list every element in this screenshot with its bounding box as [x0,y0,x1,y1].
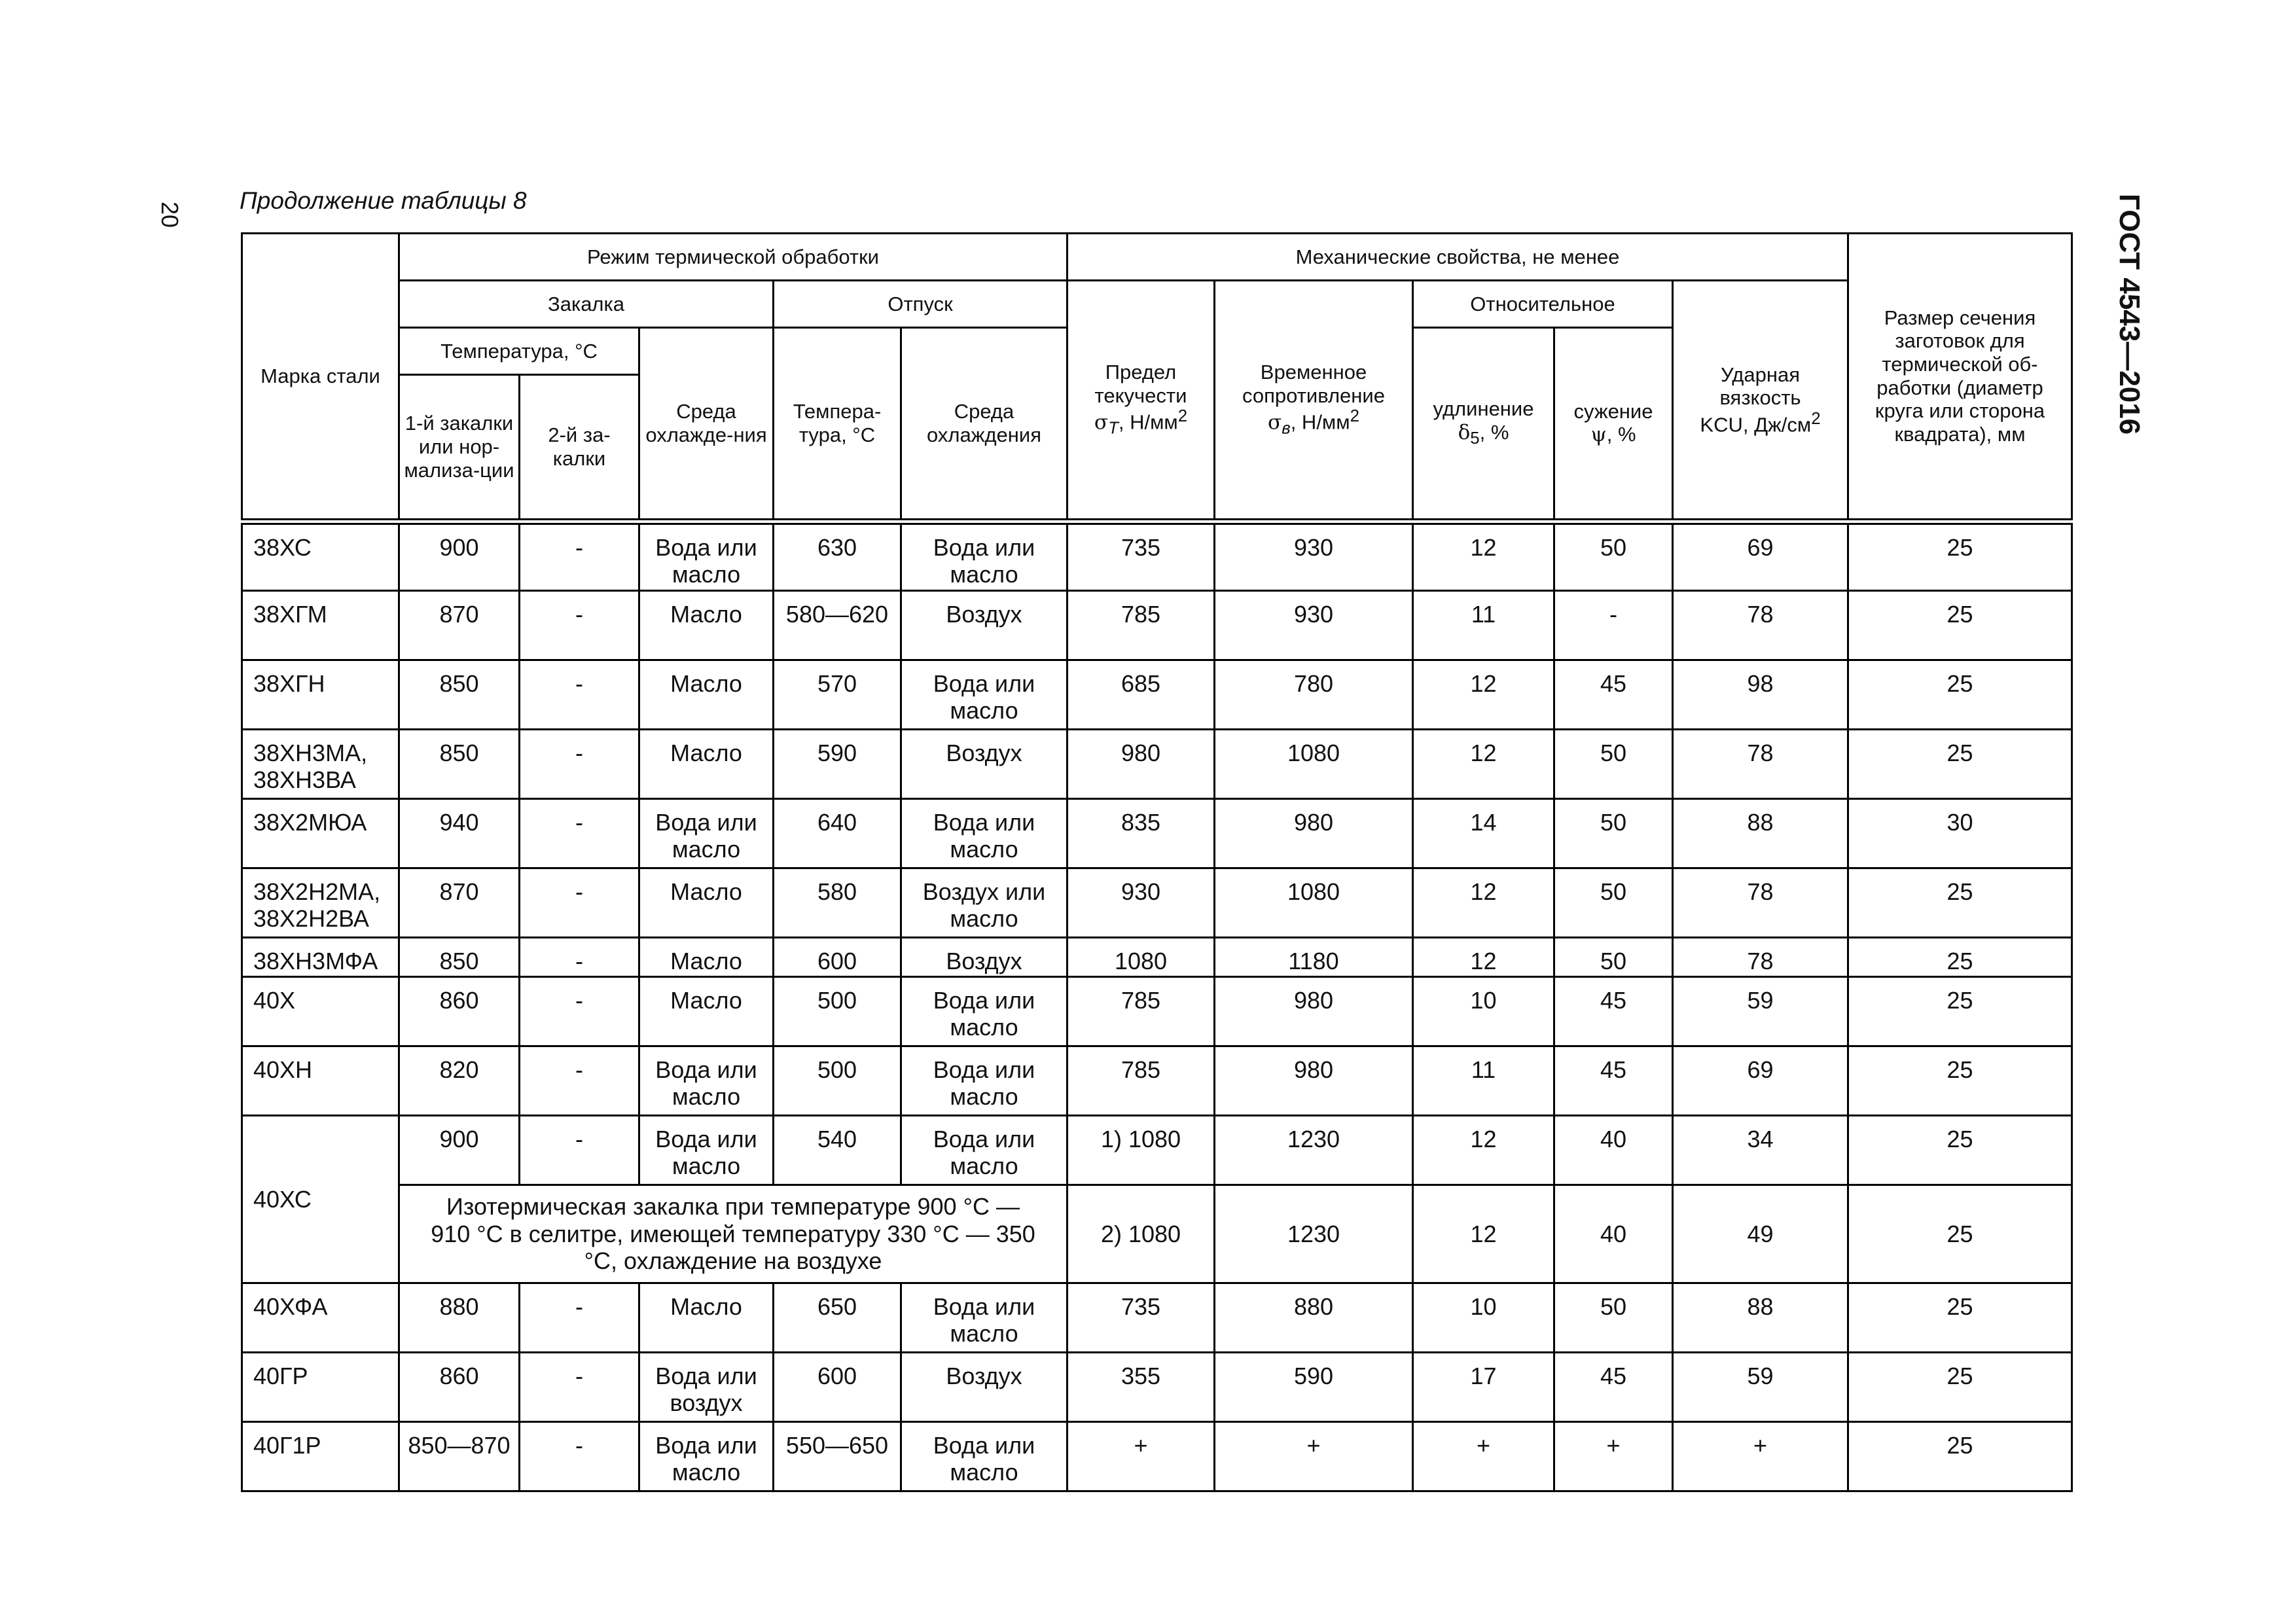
table-body [242,522,2072,1491]
sigma-symbol: σ [1094,410,1109,435]
cell-quench-medium: Масло [639,660,774,730]
unit-superscript: 2 [1811,409,1821,428]
page-number: 20 [156,202,183,228]
header-reduction [1554,328,1673,522]
cell-elongation: 11 [1413,1046,1554,1116]
cell-grade: 38ХГН [242,660,399,730]
cell-first-quench-temp: 870 [399,868,520,938]
cell-temper-medium: Воздух или масло [901,868,1067,938]
cell-tensile-strength: 590 [1215,1353,1413,1422]
cell-second-quench-temp: - [520,1422,639,1491]
cell-quench-medium: Вода или масло [639,522,774,591]
cell-second-quench-temp: - [520,522,639,591]
cell-temper-medium: Воздух [901,730,1067,799]
cell-temper-medium: Воздух [901,591,1067,660]
header-mechanical: Механические свойства, не менее [1067,234,1848,281]
cell-reduction: 50 [1554,1283,1673,1353]
cell-quench-medium: Вода или масло [639,1046,774,1116]
cell-quench-medium: Масло [639,938,774,977]
cell-temper-temp: 500 [774,1046,901,1116]
header-reduction-label: сужение [1573,399,1653,423]
cell-reduction: 40 [1554,1185,1673,1283]
cell-quench-medium: Масло [639,977,774,1046]
header-elongation [1413,328,1554,522]
cell-yield-strength: 735 [1067,522,1215,591]
cell-grade: 38ХН3МФА [242,938,399,977]
cell-tensile-strength: 880 [1215,1283,1413,1353]
document-title: ГОСТ 4543—2016 [2113,194,2145,435]
cell-reduction: 45 [1554,1046,1673,1116]
cell-second-quench-temp: - [520,938,639,977]
cell-elongation: 12 [1413,730,1554,799]
cell-tensile-strength: 1080 [1215,868,1413,938]
cell-impact-toughness: 78 [1673,938,1848,977]
table-row [242,522,2072,591]
cell-section-size: 25 [1848,1116,2072,1185]
cell-elongation: 12 [1413,1185,1554,1283]
cell-isothermal-note: Изотермическая закалка при температуре 900 °С — 910 °С в селитре, имеющей температуру 330 °С — 350 °С, охлаждение на воздухе [399,1185,1067,1283]
header-temperature: Температура, °С [399,328,639,375]
cell-tensile-strength: 930 [1215,522,1413,591]
cell-temper-temp: 640 [774,799,901,868]
cell-temper-temp: 580—620 [774,591,901,660]
cell-first-quench-temp: 850 [399,730,520,799]
cell-yield-strength: 2) 1080 [1067,1185,1215,1283]
cell-section-size: 25 [1848,1353,2072,1422]
cell-elongation: 12 [1413,1116,1554,1185]
table-row [242,1422,2072,1491]
cell-section-size: 30 [1848,799,2072,868]
unit-superscript: 2 [1350,407,1359,426]
cell-temper-medium: Вода или масло [901,977,1067,1046]
cell-section-size: 25 [1848,730,2072,799]
cell-reduction: 50 [1554,522,1673,591]
header-elongation-unit: , % [1479,421,1509,444]
cell-tensile-strength: + [1215,1422,1413,1491]
cell-impact-toughness: 78 [1673,591,1848,660]
cell-reduction: 50 [1554,799,1673,868]
cell-second-quench-temp: - [520,868,639,938]
cell-temper-temp: 550—650 [774,1422,901,1491]
cell-first-quench-temp: 940 [399,799,520,868]
header-elongation-label: удлинение [1433,397,1534,421]
sigma-symbol: σ [1268,410,1282,435]
cell-temper-temp: 600 [774,938,901,977]
cell-second-quench-temp: - [520,1116,639,1185]
cell-yield-strength: 1) 1080 [1067,1116,1215,1185]
cell-temper-medium: Вода или масло [901,1422,1067,1491]
cell-quench-medium: Масло [639,591,774,660]
header-temper-medium: Среда охлаждения [901,328,1067,522]
header-yield-unit: , Н/мм [1118,410,1178,434]
cell-second-quench-temp: - [520,977,639,1046]
cell-temper-temp: 500 [774,977,901,1046]
cell-section-size: 25 [1848,522,2072,591]
cell-yield-strength: 685 [1067,660,1215,730]
cell-yield-strength: 785 [1067,591,1215,660]
cell-quench-medium: Масло [639,730,774,799]
cell-temper-medium: Вода или масло [901,1283,1067,1353]
cell-tensile-strength: 980 [1215,799,1413,868]
cell-quench-medium: Масло [639,868,774,938]
cell-quench-medium: Масло [639,1283,774,1353]
table-row [242,868,2072,938]
cell-first-quench-temp: 820 [399,1046,520,1116]
cell-temper-medium: Вода или масло [901,1116,1067,1185]
header-impact-unit: KCU, Дж/см [1700,413,1812,437]
cell-tensile-strength: 1180 [1215,938,1413,977]
cell-first-quench-temp: 860 [399,1353,520,1422]
cell-impact-toughness: 78 [1673,868,1848,938]
cell-yield-strength: 785 [1067,977,1215,1046]
cell-temper-temp: 630 [774,522,901,591]
cell-impact-toughness: + [1673,1422,1848,1491]
cell-tensile-strength: 980 [1215,977,1413,1046]
cell-yield-strength: 980 [1067,730,1215,799]
header-reduction-unit: , % [1606,423,1636,446]
table-row [242,1185,2072,1283]
cell-elongation: + [1413,1422,1554,1491]
cell-tensile-strength: 1230 [1215,1116,1413,1185]
cell-first-quench-temp: 880 [399,1283,520,1353]
cell-tensile-strength: 1230 [1215,1185,1413,1283]
cell-second-quench-temp: - [520,1353,639,1422]
header-temper-temp: Темпера-тура, °С [774,328,901,522]
cell-tensile-strength: 930 [1215,591,1413,660]
cell-first-quench-temp: 850 [399,938,520,977]
cell-grade: 38ХС [242,522,399,591]
header-impact [1673,281,1848,522]
cell-elongation: 11 [1413,591,1554,660]
cell-impact-toughness: 49 [1673,1185,1848,1283]
cell-first-quench-temp: 850 [399,660,520,730]
psi-symbol: ψ [1590,423,1607,447]
header-tensile-unit: , Н/мм [1290,410,1350,434]
header-grade: Марка стали [242,234,399,522]
cell-grade: 40ГР [242,1353,399,1422]
cell-second-quench-temp: - [520,730,639,799]
cell-temper-temp: 650 [774,1283,901,1353]
cell-grade: 38ХГМ [242,591,399,660]
cell-second-quench-temp: - [520,591,639,660]
cell-elongation: 10 [1413,1283,1554,1353]
cell-second-quench-temp: - [520,799,639,868]
cell-grade: 38ХН3МА, 38ХН3ВА [242,730,399,799]
cell-elongation: 12 [1413,660,1554,730]
cell-impact-toughness: 78 [1673,730,1848,799]
cell-elongation: 14 [1413,799,1554,868]
cell-reduction: - [1554,591,1673,660]
table-row [242,1116,2072,1185]
table-row [242,1283,2072,1353]
table-row [242,977,2072,1046]
cell-quench-medium: Вода или масло [639,1116,774,1185]
cell-section-size: 25 [1848,1283,2072,1353]
cell-grade: 40Г1Р [242,1422,399,1491]
cell-elongation: 10 [1413,977,1554,1046]
cell-section-size: 25 [1848,591,2072,660]
cell-first-quench-temp: 900 [399,1116,520,1185]
cell-temper-medium: Воздух [901,1353,1067,1422]
properties-table [241,232,2073,1492]
cell-first-quench-temp: 900 [399,522,520,591]
cell-tensile-strength: 980 [1215,1046,1413,1116]
cell-impact-toughness: 98 [1673,660,1848,730]
cell-elongation: 12 [1413,868,1554,938]
cell-grade: 38Х2МЮА [242,799,399,868]
cell-grade: 40ХН [242,1046,399,1116]
cell-temper-temp: 570 [774,660,901,730]
header-second-quench: 2-й за-калки [520,375,639,522]
cell-tensile-strength: 780 [1215,660,1413,730]
header-first-quench: 1-й закалки или нор-мализа-ции [399,375,520,522]
table-header [242,234,2072,522]
cell-elongation: 12 [1413,522,1554,591]
cell-grade: 40ХФА [242,1283,399,1353]
cell-yield-strength: 1080 [1067,938,1215,977]
header-yield-label: Предел текучести [1094,361,1187,407]
cell-impact-toughness: 69 [1673,522,1848,591]
cell-reduction: + [1554,1422,1673,1491]
cell-first-quench-temp: 850—870 [399,1422,520,1491]
cell-first-quench-temp: 870 [399,591,520,660]
cell-elongation: 17 [1413,1353,1554,1422]
cell-tensile-strength: 1080 [1215,730,1413,799]
header-impact-label: Ударная вязкость [1719,363,1801,410]
cell-section-size: 25 [1848,977,2072,1046]
cell-temper-medium: Вода или масло [901,522,1067,591]
cell-reduction: 50 [1554,938,1673,977]
cell-section-size: 25 [1848,1185,2072,1283]
yield-subscript: T [1108,419,1119,438]
cell-temper-medium: Вода или масло [901,799,1067,868]
cell-grade: 40Х [242,977,399,1046]
header-yield [1067,281,1215,522]
cell-impact-toughness: 59 [1673,977,1848,1046]
cell-yield-strength: 735 [1067,1283,1215,1353]
header-tempering: Отпуск [774,281,1067,328]
cell-temper-temp: 540 [774,1116,901,1185]
cell-grade: 40ХС [242,1116,399,1283]
cell-quench-medium: Вода или воздух [639,1353,774,1422]
cell-temper-medium: Воздух [901,938,1067,977]
cell-temper-medium: Вода или масло [901,1046,1067,1116]
cell-temper-medium: Вода или масло [901,660,1067,730]
header-tensile [1215,281,1413,522]
cell-second-quench-temp: - [520,660,639,730]
cell-impact-toughness: 59 [1673,1353,1848,1422]
header-heat-treatment: Режим термической обработки [399,234,1067,281]
table-row [242,938,2072,977]
cell-yield-strength: + [1067,1422,1215,1491]
cell-section-size: 25 [1848,938,2072,977]
tensile-subscript: в [1282,419,1291,438]
table-row [242,660,2072,730]
cell-second-quench-temp: - [520,1046,639,1116]
cell-impact-toughness: 34 [1673,1116,1848,1185]
header-quenching: Закалка [399,281,774,328]
cell-reduction: 50 [1554,730,1673,799]
table-row [242,1046,2072,1116]
elongation-subscript: 5 [1470,429,1480,448]
delta-symbol: δ [1458,421,1471,445]
cell-yield-strength: 355 [1067,1353,1215,1422]
cell-reduction: 40 [1554,1116,1673,1185]
cell-yield-strength: 785 [1067,1046,1215,1116]
table-row [242,799,2072,868]
cell-temper-temp: 580 [774,868,901,938]
cell-yield-strength: 930 [1067,868,1215,938]
cell-reduction: 45 [1554,977,1673,1046]
cell-section-size: 25 [1848,660,2072,730]
table-row [242,730,2072,799]
cell-quench-medium: Вода или масло [639,799,774,868]
cell-section-size: 25 [1848,1046,2072,1116]
header-tensile-label: Временное сопротивление [1242,361,1385,407]
table-caption: Продолжение таблицы 8 [240,187,527,214]
cell-section-size: 25 [1848,868,2072,938]
header-section-size: Размер сечения заготовок для термической об-работки (диаметр круга или сторона квадрата), мм [1848,234,2072,522]
header-quench-medium: Среда охлажде-ния [639,328,774,522]
cell-reduction: 45 [1554,660,1673,730]
cell-grade: 38Х2Н2МА, 38Х2Н2ВА [242,868,399,938]
unit-superscript: 2 [1177,407,1188,426]
cell-first-quench-temp: 860 [399,977,520,1046]
header-relative: Относительное [1413,281,1673,328]
cell-yield-strength: 835 [1067,799,1215,868]
cell-impact-toughness: 88 [1673,1283,1848,1353]
table-row [242,591,2072,660]
cell-temper-temp: 590 [774,730,901,799]
cell-elongation: 12 [1413,938,1554,977]
table-row [242,1353,2072,1422]
cell-temper-temp: 600 [774,1353,901,1422]
cell-quench-medium: Вода или масло [639,1422,774,1491]
cell-impact-toughness: 88 [1673,799,1848,868]
cell-second-quench-temp: - [520,1283,639,1353]
cell-reduction: 50 [1554,868,1673,938]
cell-impact-toughness: 69 [1673,1046,1848,1116]
cell-section-size: 25 [1848,1422,2072,1491]
cell-reduction: 45 [1554,1353,1673,1422]
